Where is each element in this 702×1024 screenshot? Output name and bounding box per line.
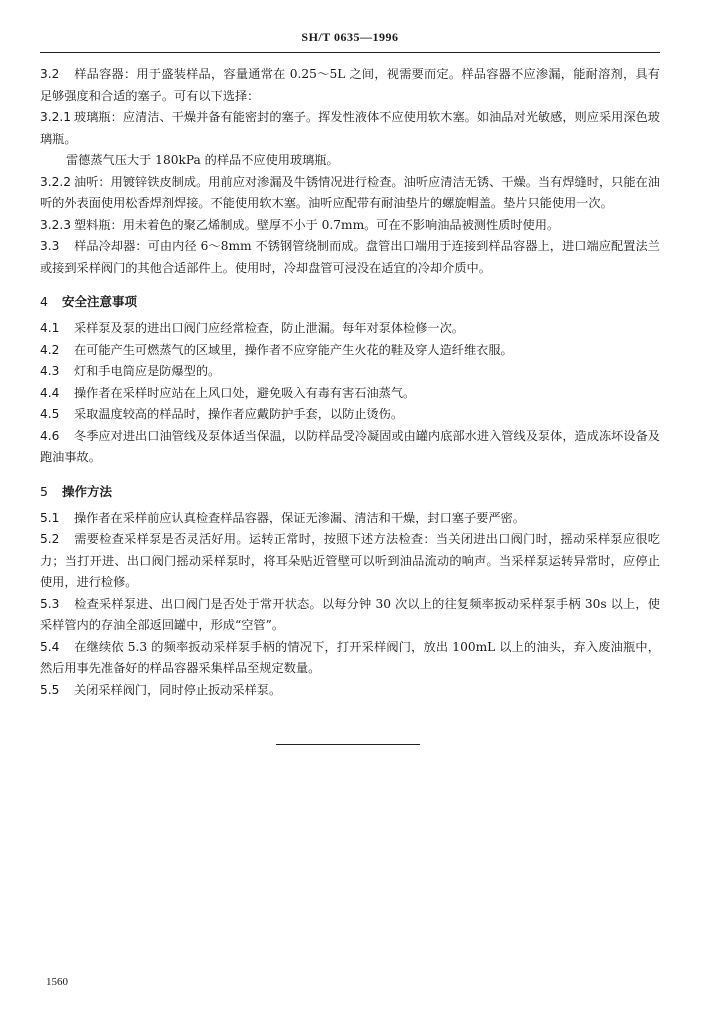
clause-3-3 xyxy=(40,236,660,279)
clause-text: 操作者在采样前应认真检查样品容器，保证无渗漏、清洁和干燥，封口塞子要严密。 xyxy=(74,510,525,525)
clause-text: 样品容器：用于盛装样品，容量通常在 0.25～5L 之间，视需要而定。样品容器不应渗漏，能耐溶剂，具有足够强度和合适的塞子。可有以下选择： xyxy=(40,67,660,103)
clause-text: 雷德蒸气压大于 180kPa 的样品不应使用玻璃瓶。 xyxy=(66,153,339,167)
section-number: 4 xyxy=(40,294,48,309)
section-number: 5 xyxy=(40,483,48,499)
clause-3-2-3 xyxy=(40,215,660,237)
section-title-text: 安全注意事项 xyxy=(62,294,138,309)
clause-number: 4.2 xyxy=(40,342,60,357)
clause-4-6 xyxy=(40,426,660,469)
clause-text: 样品冷却器：可由内径 6～8mm 不锈钢管绕制而成。盘管出口端用于连接到样品容器上，进口端应配置法兰或接到采样阀门的其他合适部件上。使用时，冷却盘管可浸没在适宜的冷却介质中。 xyxy=(40,239,660,275)
clause-number: 5.4 xyxy=(40,639,60,654)
clause-text: 冬季应对进出口油管线及泵体适当保温，以防样品受冷凝固或由罐内底部水进入管线及泵体，造成冻坏设备及跑油事故。 xyxy=(40,428,660,464)
document-body xyxy=(40,64,660,701)
clause-text: 操作者在采样时应站在上风口处，避免吸入有毒有害石油蒸气。 xyxy=(74,385,416,400)
clause-5-1 xyxy=(40,508,660,530)
clause-text: 检查采样泵进、出口阀门是否处于常开状态。以每分钟 30 次以上的往复频率扳动采样泵手柄 30s 以上，使采样管内的存油全部返回罐中，形成“空管”。 xyxy=(40,596,660,632)
clause-text: 采样泵及泵的进出口阀门应经常检查，防止泄漏。每年对泵体检修一次。 xyxy=(74,321,464,335)
clause-4-4 xyxy=(40,383,660,405)
clause-number: 4.4 xyxy=(40,385,60,400)
clause-number: 3.2.3 xyxy=(40,217,72,232)
section-4-title xyxy=(40,291,660,312)
clause-3-2-2 xyxy=(40,172,660,215)
standard-code-header: SH/T 0635—1996 xyxy=(301,30,399,44)
clause-5-4 xyxy=(40,637,660,680)
clause-5-3 xyxy=(40,594,660,637)
clause-number: 4.1 xyxy=(40,321,60,335)
clause-number: 5.3 xyxy=(40,596,60,611)
clause-5-5 xyxy=(40,680,660,702)
clause-number: 3.2.1 xyxy=(40,110,72,124)
clause-text: 油听：用镀锌铁皮制成。用前应对渗漏及牛锈情况进行检查。油听应清洁无锈、干燥。当有焊缝时，只能在油听的外表面使用松香焊剂焊接。不能使用软木塞。油听应配带有耐油垫片的螺旋帽盖。垫片只能使用一次。 xyxy=(40,174,660,210)
clause-number: 4.6 xyxy=(40,428,60,443)
clause-text: 塑料瓶：用未着色的聚乙烯制成。壁厚不小于 0.7mm。可在不影响油品被测性质时使用。 xyxy=(74,217,560,232)
clause-text: 在可能产生可燃蒸气的区域里，操作者不应穿能产生火花的鞋及穿人造纤维衣服。 xyxy=(74,342,513,357)
page-number: 1560 xyxy=(46,976,68,988)
clause-4-1 xyxy=(40,318,660,340)
clause-5-2 xyxy=(40,529,660,594)
clause-4-2 xyxy=(40,340,660,362)
clause-3-2-1-note xyxy=(40,150,660,172)
clause-number: 5.5 xyxy=(40,682,60,697)
section-title-text: 操作方法 xyxy=(62,483,113,499)
clause-text: 关闭采样阀门，同时停止扳动采样泵。 xyxy=(74,682,282,697)
clause-3-2-1 xyxy=(40,107,660,150)
clause-number: 3.2 xyxy=(40,67,60,81)
end-of-standard-rule xyxy=(276,744,420,745)
clause-number: 4.3 xyxy=(40,364,60,378)
clause-3-2 xyxy=(40,64,660,107)
clause-4-3 xyxy=(40,361,660,383)
clause-number: 5.2 xyxy=(40,532,60,546)
clause-number: 4.5 xyxy=(40,407,60,421)
clause-text: 采取温度较高的样品时，操作者应戴防护手套，以防止烫伤。 xyxy=(74,407,404,421)
clause-text: 在继续依 5.3 的频率扳动采样泵手柄的情况下，打开采样阀门，放出 100mL 以上的油头，弃入废油瓶中，然后用事先准备好的样品容器采集样品至规定数量。 xyxy=(40,639,660,675)
header-rule xyxy=(40,52,660,53)
clause-text: 玻璃瓶：应清洁、干燥并备有能密封的塞子。挥发性液体不应使用软木塞。如油品对光敏感，则应采用深色玻璃瓶。 xyxy=(40,110,660,146)
clause-number: 3.2.2 xyxy=(40,174,72,189)
clause-text: 灯和手电筒应是防爆型的。 xyxy=(74,364,221,378)
clause-text: 需要检查采样泵是否灵活好用。运转正常时，按照下述方法检查：当关闭进出口阀门时，摇动采样泵应很吃力；当打开进、出口阀门摇动采样泵时，将耳朵贴近管壁可以听到油品流动的响声。当采样泵运转异常时，应停止使用，进行检修。 xyxy=(40,532,660,589)
section-5-title xyxy=(40,481,660,502)
clause-4-5 xyxy=(40,404,660,426)
clause-number: 5.1 xyxy=(40,510,60,525)
clause-number: 3.3 xyxy=(40,239,60,253)
